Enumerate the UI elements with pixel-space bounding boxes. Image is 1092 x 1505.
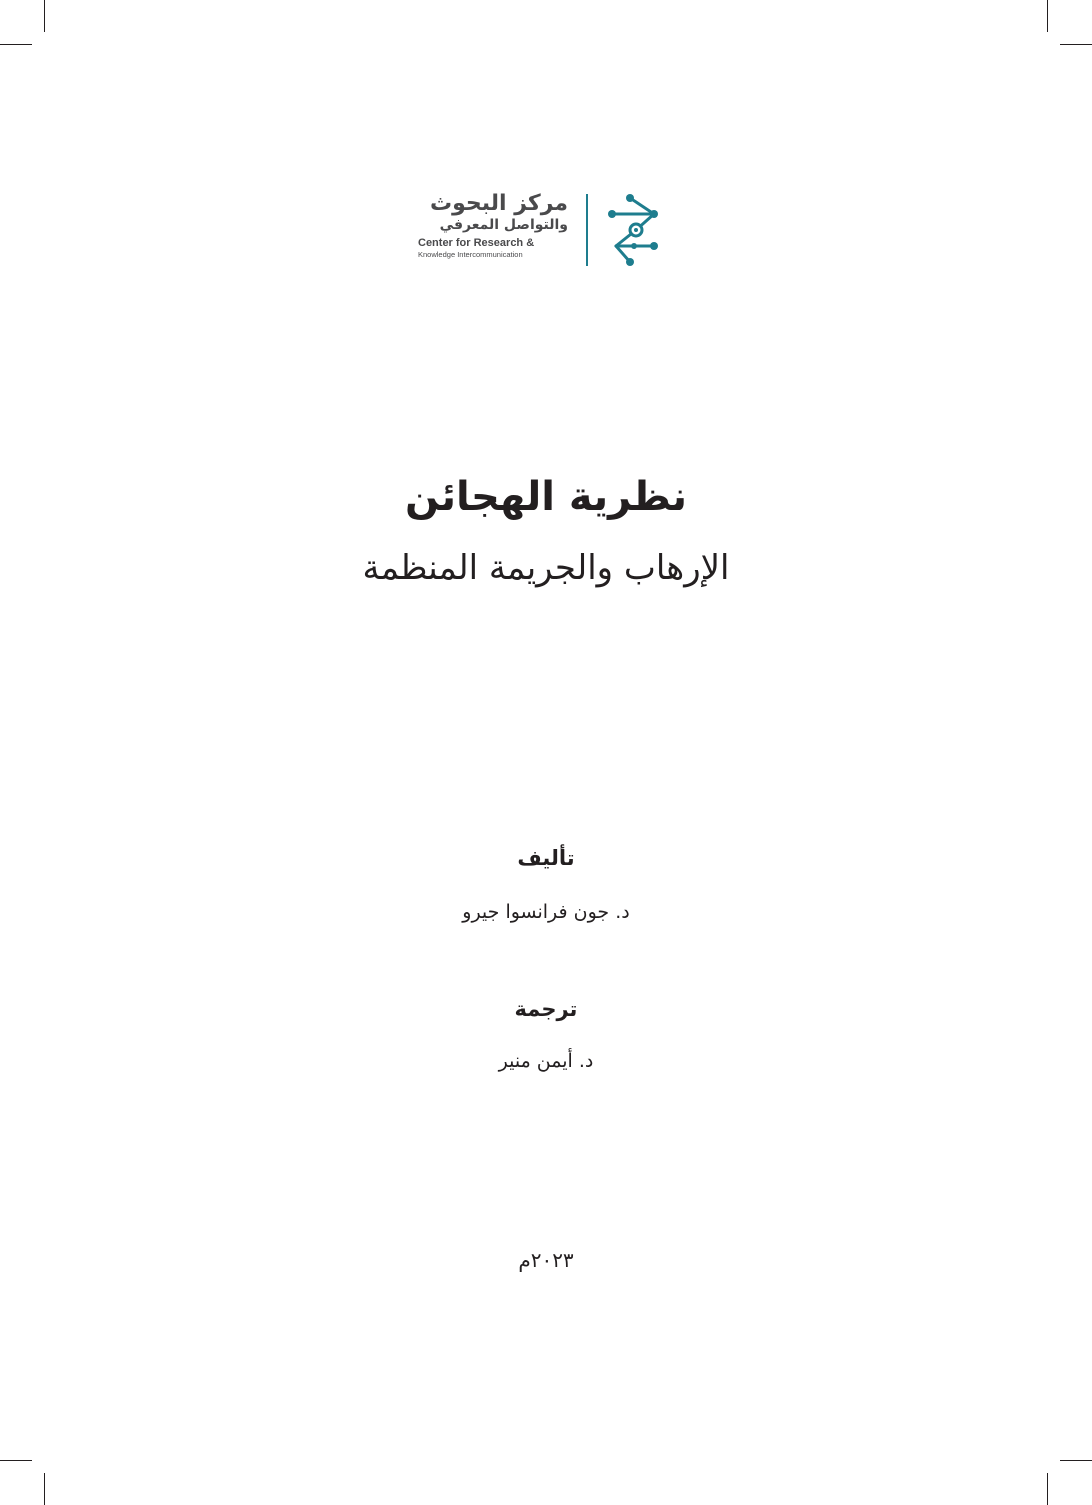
- network-nodes-icon: [602, 192, 666, 268]
- crop-mark-bottom-right-vertical: [1047, 1473, 1048, 1505]
- publisher-logo: [420, 186, 670, 276]
- book-title: نظرية الهجائن: [404, 474, 688, 520]
- crop-mark-top-right-vertical: [1047, 0, 1048, 32]
- publisher-name-ar-line2: والتواصل المعرفي: [439, 217, 568, 233]
- author-name: د. جون فرانسوا جيرو: [462, 901, 630, 923]
- publisher-name-en-line2: Knowledge Intercommunication: [418, 250, 523, 259]
- crop-mark-top-left-vertical: [44, 0, 45, 32]
- publisher-name-block: [418, 192, 568, 260]
- crop-mark-bottom-left-horizontal: [0, 1460, 32, 1461]
- publisher-name-en-line1: Center for Research &: [418, 237, 535, 249]
- crop-mark-bottom-left-vertical: [44, 1473, 45, 1505]
- publication-year: ٢٠٢٣م: [518, 1248, 574, 1272]
- author-label: تأليف: [517, 846, 575, 870]
- crop-mark-bottom-right-horizontal: [1060, 1460, 1092, 1461]
- translator-name: د. أيمن منير: [498, 1050, 594, 1072]
- crop-mark-top-left-horizontal: [0, 44, 32, 45]
- publisher-name-ar-line1: مركز البحوث: [430, 191, 568, 216]
- logo-divider: [586, 194, 588, 266]
- crop-mark-top-right-horizontal: [1060, 44, 1092, 45]
- book-subtitle: الإرهاب والجريمة المنظمة: [362, 548, 730, 588]
- translator-label: ترجمة: [514, 997, 578, 1021]
